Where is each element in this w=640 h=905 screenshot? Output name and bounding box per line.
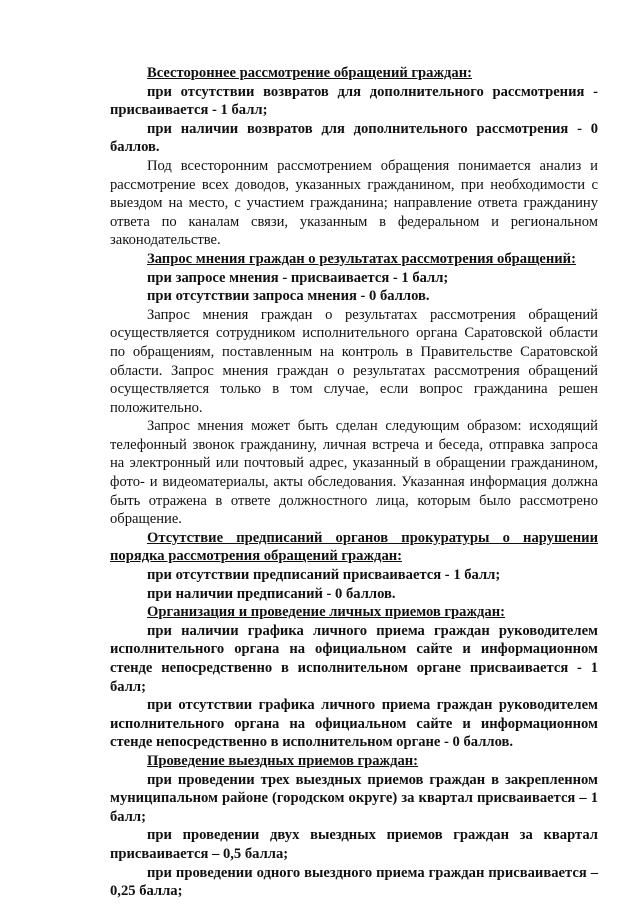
criterion-no-orders: при отсутствии предписаний присваивается - 1 балл; xyxy=(147,567,501,584)
criterion-no-returns: при отсутствии возвратов для дополнительного рассмотрения - присваивается - 1 балл; xyxy=(110,83,598,119)
criterion-no-opinion-request: при отсутствии запроса мнения - 0 баллов. xyxy=(147,288,430,305)
criterion-two-receptions: при проведении двух выездных приемов граждан за квартал присваивается – 0,5 балла; xyxy=(110,827,598,862)
heading-field-receptions: Проведение выездных приемов граждан: xyxy=(147,752,419,769)
heading-personal-receptions: Организация и проведение личных приемов граждан: xyxy=(147,604,505,621)
heading-prosecutor-orders: Отсутствие предписаний органов прокуратуры о нарушении порядка рассмотрения обращений граждан: xyxy=(110,529,598,565)
criterion-one-reception: при проведении одного выездного приема граждан присваивается – 0,25 балла; xyxy=(110,864,598,900)
criterion-three-receptions: при проведении трех выездных приемов граждан в закрепленном муниципальном районе (городском округе) за квартал присваивается – 1 балл; xyxy=(110,771,598,825)
document-page xyxy=(110,64,598,901)
criterion-schedule-present: при наличии графика личного приема граждан руководителем исполнительного органа на официальном сайте и информационном стенде непосредственно в исполнительном органе присваивается - 1 балл; xyxy=(110,622,598,695)
body-paragraph: Запрос мнения граждан о результатах рассмотрения обращений осуществляется сотрудником исполнительного органа Саратовской области по обращениям, поставленным на контроль в Правительстве Саратовской области. Запрос мнения граждан о результатах рассмотрения обращений осуществляется только в том случае, если вопрос гражданина решен положительно. xyxy=(110,306,598,416)
criterion-schedule-absent: при отсутствии графика личного приема граждан руководителем исполнительного органа на официальном сайте и информационном стенде непосредственно в исполнительном органе - 0 баллов. xyxy=(110,697,598,751)
body-paragraph: Под всесторонним рассмотрением обращения понимается анализ и рассмотрение всех доводов, указанных гражданином, при необходимости с выездом на место, с участием гражданина; направление ответа гражданину ответа по каналам связи, указанным в федеральном и региональном законодательстве. xyxy=(110,157,598,249)
criterion-with-returns: при наличии возвратов для дополнительного рассмотрения - 0 баллов. xyxy=(110,120,598,156)
heading-opinion-request: Запрос мнения граждан о результатах рассмотрения обращений: xyxy=(147,250,576,267)
body-paragraph: Запрос мнения может быть сделан следующим образом: исходящий телефонный звонок гражданину, личная встреча и беседа, отправка запроса на электронный или почтовый адрес, указанный в обращении гражданином, фото- и видеоматериалы, акты обследования. Указанная информация должна быть отражена в ответе должностного лица, которым было рассмотрено обращение. xyxy=(110,418,598,528)
criterion-opinion-requested: при запросе мнения - присваивается - 1 балл; xyxy=(147,269,449,286)
criterion-orders-present: при наличии предписаний - 0 баллов. xyxy=(147,585,396,602)
heading-comprehensive-review: Всестороннее рассмотрение обращений граждан: xyxy=(147,65,472,81)
